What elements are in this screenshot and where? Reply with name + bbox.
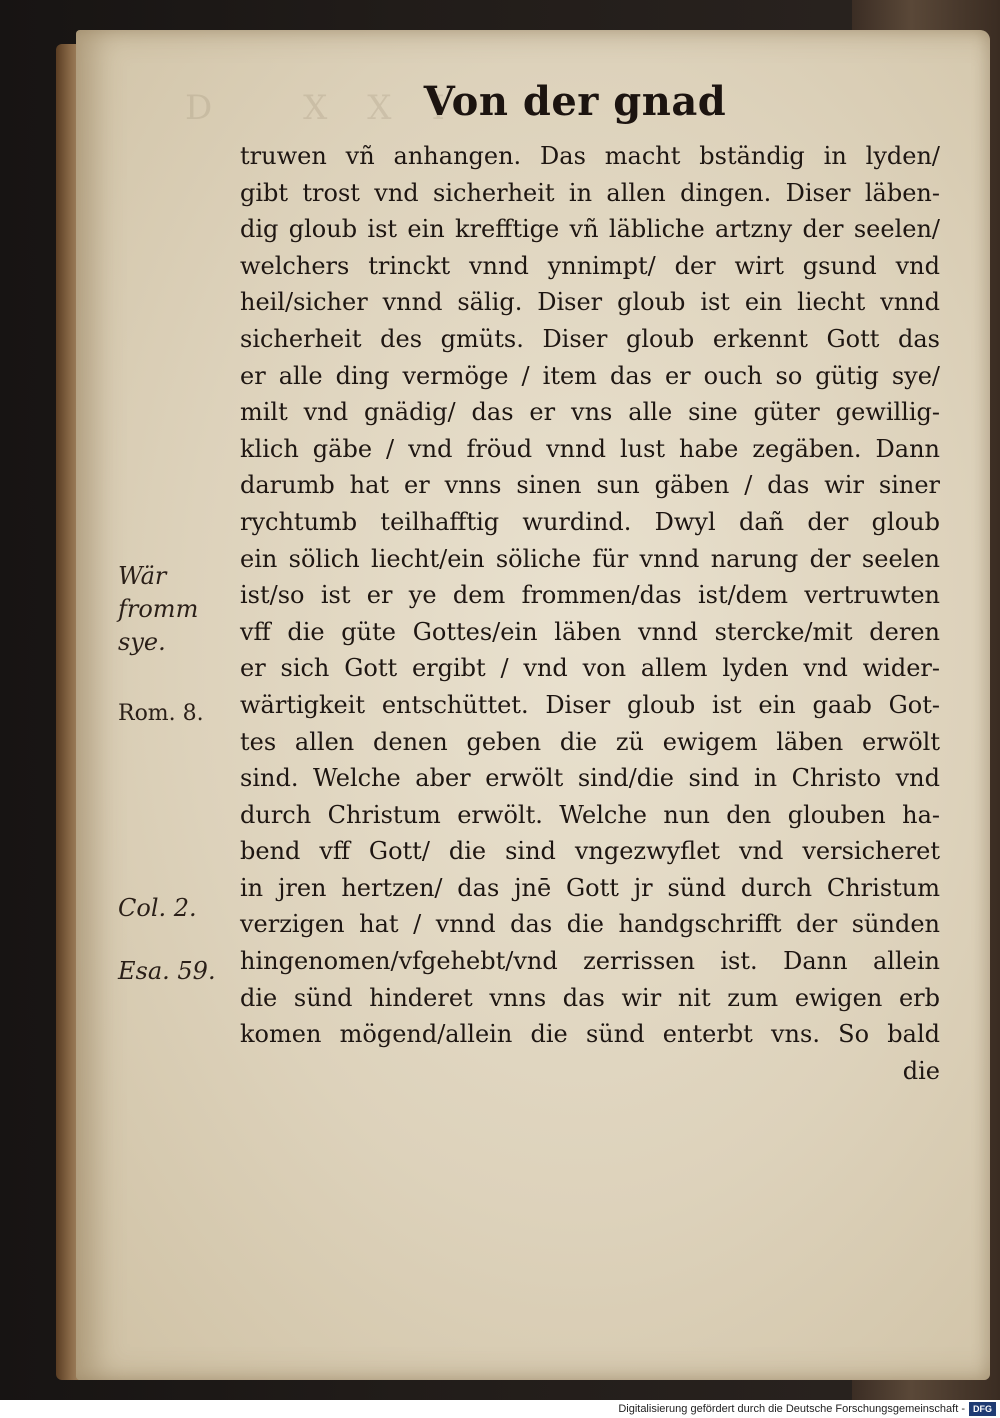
text-line: er sich Gott ergibt / vnd von allem lyden vnd wider- bbox=[240, 654, 940, 683]
text-line: tes allen denen geben die zü ewigem läben erwölt bbox=[240, 727, 940, 756]
bleed-through: D XXI bbox=[185, 88, 485, 128]
text-line: rychtumb teilhafftig wurdind. Dwyl dañ der gloub bbox=[240, 507, 940, 536]
text-line: sicherheit des gmüts. Diser gloub erkennt Gott das bbox=[240, 324, 940, 353]
text-line: die bbox=[902, 1056, 940, 1085]
text-line: verzigen hat / vnnd das die handgschrifft der sünden bbox=[240, 910, 940, 939]
text-line: er alle ding vermöge / item das er ouch so gütig sye/ bbox=[240, 361, 940, 390]
running-header: Von der gnad bbox=[423, 78, 727, 125]
text-line: welchers trinckt vnnd ynnimpt/ der wirt gsund vnd bbox=[240, 251, 940, 280]
text-line: sind. Welche aber erwölt sind/die sind in Christo vnd bbox=[240, 764, 940, 793]
text-line: ein sölich liecht/ein söliche für vnnd narung der seelen bbox=[240, 544, 940, 573]
footer-credit: Digitalisierung gefördert durch die Deutsche Forschungsgemeinschaft - bbox=[618, 1403, 965, 1415]
margin-note-line: Rom. 8. bbox=[118, 701, 204, 726]
margin-note-line: sye. bbox=[118, 628, 166, 656]
margin-note-line: fromm bbox=[118, 595, 199, 623]
text-line: bend vff Gott/ die sind vngezwyflet vnd versicheret bbox=[240, 837, 940, 866]
margin-note-1 bbox=[118, 560, 238, 659]
margin-note-4 bbox=[118, 955, 238, 988]
text-line: dig gloub ist ein krefftige vñ läbliche artzny der seelen/ bbox=[240, 215, 940, 244]
margin-note-3 bbox=[118, 892, 238, 925]
footer-bar bbox=[0, 1400, 1000, 1418]
margin-note-line: Esa. 59. bbox=[118, 957, 216, 985]
text-line: milt vnd gnädig/ das er vns alle sine güter gewillig- bbox=[240, 398, 940, 427]
text-line: gibt trost vnd sicherheit in allen dingen. Diser läben- bbox=[240, 178, 940, 207]
text-line: klich gäbe / vnd fröud vnnd lust habe zegäben. Dann bbox=[240, 434, 940, 463]
text-line: die sünd hinderet vnns das wir nit zum ewigen erb bbox=[240, 983, 940, 1012]
text-line: in jren hertzen/ das jnē Gott jr sünd durch Christum bbox=[240, 873, 940, 902]
text-line: darumb hat er vnns sinen sun gäben / das wir siner bbox=[240, 471, 940, 500]
text-line: ist/so ist er ye dem frommen/das ist/dem vertruwten bbox=[240, 581, 940, 610]
margin-note-2 bbox=[118, 697, 238, 730]
text-line: hingenomen/vfgehebt/vnd zerrissen ist. Dann allein bbox=[240, 947, 940, 976]
text-line: truwen vñ anhangen. Das macht bständig in lyden/ bbox=[240, 142, 940, 170]
text-line: komen mögend/allein die sünd enterbt vns. So bald bbox=[240, 1020, 940, 1049]
text-line: durch Christum erwölt. Welche nun den glouben ha- bbox=[240, 800, 940, 829]
margin-note-line: Wär bbox=[118, 562, 167, 590]
text-line: heil/sicher vnnd sälig. Diser gloub ist ein liecht vnnd bbox=[240, 288, 940, 317]
body-text bbox=[240, 138, 940, 1089]
text-line: vff die güte Gottes/ein läben vnnd stercke/mit deren bbox=[240, 617, 940, 646]
dfg-logo: DFG bbox=[969, 1402, 996, 1416]
text-line: wärtigkeit entschüttet. Diser gloub ist ein gaab Got- bbox=[240, 690, 940, 719]
margin-note-line: Col. 2. bbox=[118, 894, 197, 922]
